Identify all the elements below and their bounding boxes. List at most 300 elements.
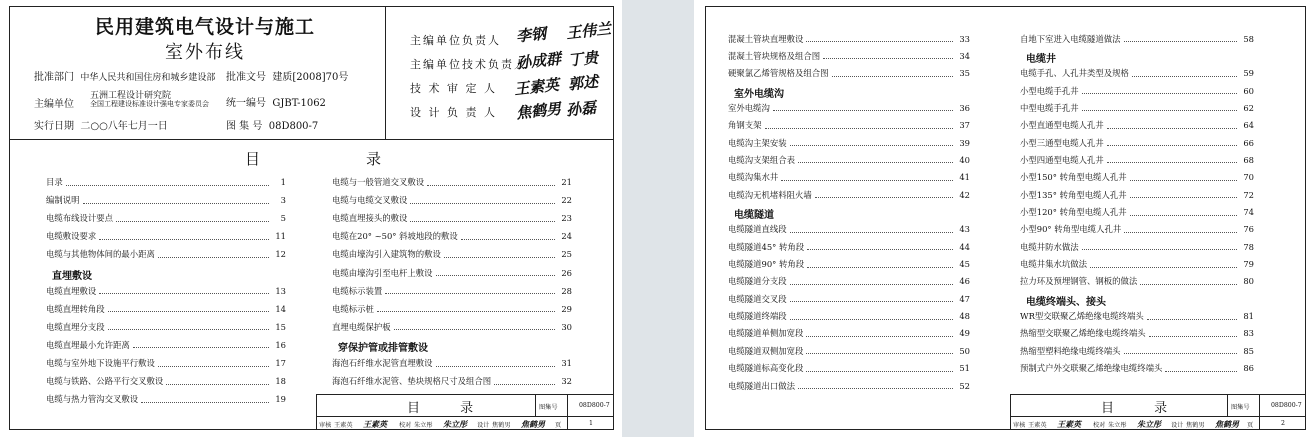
- toc-section-heading: 直埋敷设: [52, 270, 92, 282]
- toc-leader-dots: [166, 384, 269, 385]
- toc-section-heading: 电缆终端头、接头: [1026, 296, 1106, 308]
- toc-entry[interactable]: [1020, 65, 1254, 81]
- catalog-page-2: [694, 0, 1314, 437]
- toc-entry[interactable]: [332, 210, 572, 226]
- editor-unit-line1: 五洲工程设计研究院: [90, 91, 172, 101]
- toc-page-number: 26: [561, 267, 572, 278]
- toc-entry-title: 电缆隧道45° 转角段: [728, 241, 805, 252]
- toc-page-number: 39: [959, 137, 970, 148]
- toc-entry-title: 电缆直埋接头的敷设: [332, 213, 408, 224]
- toc-entry-title: 海泡石纤维水泥管、垫块规格尺寸及组合图: [332, 376, 492, 387]
- signature: 焦鹤男: [1215, 419, 1239, 429]
- toc-heading-right: 录: [366, 150, 382, 168]
- toc-entry[interactable]: [728, 360, 970, 376]
- toc-page-number: 41: [959, 172, 970, 183]
- toc-entry[interactable]: [728, 187, 970, 203]
- toc-entry[interactable]: [332, 265, 572, 281]
- toc-leader-dots: [1082, 110, 1237, 111]
- tb-reviewer: 王素英: [334, 422, 353, 429]
- toc-leader-dots: [377, 311, 555, 312]
- toc-leader-dots: [798, 388, 953, 389]
- toc-entry-title: 热缩型交联聚乙烯绝缘电缆终端头: [1020, 328, 1146, 339]
- approval-dept-label: 批准部门: [34, 72, 74, 83]
- toc-page-number: 44: [959, 241, 970, 252]
- toc-entry[interactable]: [46, 246, 286, 262]
- toc-leader-dots: [1107, 128, 1237, 129]
- tb-page-label: 页: [1247, 422, 1254, 429]
- toc-leader-dots: [1082, 93, 1237, 94]
- toc-page-number: 62: [1243, 102, 1254, 113]
- toc-entry-title: 电缆布线设计要点: [46, 213, 113, 224]
- toc-leader-dots: [1124, 232, 1237, 233]
- toc-entry-title: 电缆隧道单侧加宽段: [728, 328, 804, 339]
- title-block-atlas-no: 08D800-7: [1271, 402, 1302, 409]
- toc-page-number: 64: [1243, 120, 1254, 131]
- toc-entry[interactable]: [1020, 239, 1254, 255]
- toc-page-number: 12: [275, 249, 286, 260]
- tb-design-label: 设计: [1171, 422, 1184, 429]
- signature: 焦鹤男: [521, 419, 545, 429]
- toc-leader-dots: [394, 329, 555, 330]
- toc-entry[interactable]: [46, 210, 286, 226]
- toc-leader-dots: [798, 162, 953, 163]
- toc-leader-dots: [385, 293, 555, 294]
- toc-entry-title: 小型电缆手孔井: [1020, 85, 1079, 96]
- toc-page-number: 79: [1243, 259, 1254, 270]
- toc-leader-dots: [99, 239, 269, 240]
- toc-page-number: 68: [1243, 154, 1254, 165]
- toc-entry[interactable]: [46, 373, 286, 389]
- toc-page-number: 74: [1243, 207, 1254, 217]
- toc-entry-title: 电缆在20° ~50° 斜坡地段的敷设: [332, 231, 458, 242]
- toc-page-number: 19: [275, 394, 286, 405]
- toc-entry[interactable]: [728, 31, 970, 47]
- atlas-no-label: 图 集 号: [226, 121, 263, 132]
- toc-page-number: 72: [1243, 189, 1254, 200]
- toc-entry-title: 小型四通型电缆人孔井: [1020, 154, 1104, 165]
- toc-entry-title: 混凝土管块规格及组合图: [728, 50, 821, 61]
- toc-entry[interactable]: [728, 48, 970, 64]
- toc-page-number: 47: [959, 293, 970, 304]
- toc-page-number: 17: [275, 358, 286, 368]
- tb-designer: 焦鹤男: [492, 422, 511, 429]
- toc-leader-dots: [806, 371, 953, 372]
- editor-unit-label: 主编单位: [34, 99, 74, 110]
- signature: 朱立彤: [1137, 419, 1161, 429]
- toc-page-number: 21: [561, 177, 572, 187]
- toc-entry-title: 电缆直埋转角段: [46, 303, 105, 314]
- toc-entry[interactable]: [1020, 187, 1254, 203]
- toc-entry-title: 小型三通型电缆人孔井: [1020, 137, 1104, 148]
- unified-number: [226, 94, 326, 109]
- toc-entry[interactable]: [332, 319, 572, 335]
- toc-entry-title: 电缆直埋最小允许距离: [46, 339, 130, 350]
- tb-review-label: 审核: [319, 422, 332, 429]
- toc-leader-dots: [790, 145, 953, 146]
- toc-entry[interactable]: [332, 355, 572, 371]
- toc-page-number: 76: [1243, 224, 1254, 235]
- toc-entry[interactable]: [46, 228, 286, 244]
- title-block-atlas-label: 图集号: [1231, 404, 1250, 411]
- approval-dept: [34, 68, 215, 83]
- toc-leader-dots: [444, 257, 555, 258]
- tb-page-label: 页: [555, 422, 562, 429]
- toc-leader-dots: [807, 249, 953, 250]
- toc-entry[interactable]: [332, 301, 572, 317]
- toc-entry[interactable]: [1020, 117, 1254, 133]
- toc-entry-title: 电缆由壕沟引入建筑物的敷设: [332, 249, 441, 260]
- toc-leader-dots: [116, 221, 269, 222]
- toc-leader-dots: [436, 366, 556, 367]
- toc-entry[interactable]: [1020, 221, 1254, 237]
- signature: 郭述: [567, 72, 599, 94]
- toc-entry[interactable]: [46, 355, 286, 371]
- toc-page-number: 34: [959, 50, 970, 61]
- toc-leader-dots: [158, 257, 269, 258]
- toc-heading-left: 目: [245, 150, 261, 168]
- toc-entry-title: 电缆与一般管道交叉敷设: [332, 177, 425, 187]
- toc-page-number: 30: [561, 321, 572, 332]
- toc-entry-title: 电缆隧道直线段: [728, 224, 787, 235]
- toc-entry-title: 电缆与电缆交叉敷设: [332, 195, 408, 206]
- toc-entry-title: 电缆井集水坑做法: [1020, 259, 1087, 270]
- toc-page-number: 35: [959, 68, 970, 79]
- tb-designer: 焦鹤男: [1186, 422, 1205, 429]
- toc-page-number: 86: [1243, 363, 1254, 374]
- toc-entry-title: 小型直通型电缆人孔井: [1020, 120, 1104, 131]
- toc-entry[interactable]: [728, 256, 970, 272]
- toc-entry-title: 混凝土管块直埋敷设: [728, 33, 804, 44]
- toc-entry-title: 热缩型塑料绝缘电缆终端头: [1020, 345, 1121, 356]
- toc-entry-title: 电缆隧道分支段: [728, 276, 787, 287]
- toc-entry[interactable]: [1020, 31, 1254, 47]
- toc-entry-title: 拉力环及预埋钢管、钢板的做法: [1020, 276, 1138, 287]
- toc-entry[interactable]: [1020, 343, 1254, 359]
- signature: 孙磊: [565, 98, 597, 120]
- toc-leader-dots: [1090, 267, 1237, 268]
- toc-entry[interactable]: [332, 373, 572, 389]
- toc-entry[interactable]: [1020, 100, 1254, 116]
- toc-leader-dots: [133, 347, 269, 348]
- toc-entry[interactable]: [728, 221, 970, 237]
- toc-page-number: 16: [275, 339, 286, 350]
- toc-entry[interactable]: [46, 337, 286, 353]
- toc-page-number: 59: [1243, 68, 1254, 79]
- toc-section-heading: 电缆井: [1026, 53, 1056, 65]
- toc-page-number: 70: [1243, 172, 1254, 183]
- toc-page-number: 52: [959, 380, 970, 391]
- responsible-chief-editor: 主编单位负责人: [410, 34, 501, 47]
- toc-leader-dots: [158, 366, 269, 367]
- toc-entry-title: 硬聚氯乙烯管规格及组合图: [728, 68, 829, 79]
- toc-entry-title: 电缆井防水做法: [1020, 241, 1079, 252]
- toc-page-number: 11: [275, 231, 286, 242]
- toc-entry-title: 电缆与室外地下设施平行敷设: [46, 358, 155, 368]
- toc-leader-dots: [1132, 76, 1237, 77]
- toc-entry[interactable]: [46, 319, 286, 335]
- toc-page-number: 5: [280, 213, 286, 224]
- toc-entry-title: 自地下室进入电缆隧道做法: [1020, 33, 1121, 44]
- tb-reviewer: 王素英: [1028, 422, 1047, 429]
- toc-entry-title: 电缆沟主架安装: [728, 137, 787, 148]
- toc-leader-dots: [1107, 145, 1237, 146]
- toc-entry[interactable]: [332, 192, 572, 208]
- toc-page-number: 42: [959, 189, 970, 200]
- toc-entry[interactable]: [728, 343, 970, 359]
- toc-entry[interactable]: [1020, 325, 1254, 341]
- toc-page-number: 18: [275, 376, 286, 387]
- toc-leader-dots: [436, 275, 556, 276]
- toc-entry-title: 电缆直埋分支段: [46, 321, 105, 332]
- toc-page-number: 49: [959, 328, 970, 339]
- toc-entry[interactable]: [728, 273, 970, 289]
- toc-leader-dots: [1130, 197, 1237, 198]
- toc-entry[interactable]: [1020, 169, 1254, 185]
- header-bottom-line: [9, 139, 614, 140]
- toc-entry-title: 小型135° 转角型电缆人孔井: [1020, 189, 1127, 200]
- toc-page-number: 40: [959, 154, 970, 165]
- toc-entry-title: 电缆直埋敷设: [46, 285, 97, 296]
- toc-leader-dots: [99, 293, 269, 294]
- toc-leader-dots: [1165, 371, 1237, 372]
- toc-entry-title: 电缆隧道90° 转角段: [728, 259, 805, 270]
- toc-entry[interactable]: [728, 169, 970, 185]
- toc-entry-title: 电缆敷设要求: [46, 231, 97, 242]
- tb-page-number: 1: [589, 420, 593, 427]
- toc-leader-dots: [1124, 41, 1238, 42]
- toc-section-heading: 穿保护管或排管敷设: [338, 342, 428, 354]
- doc-number: [226, 68, 348, 83]
- catalog-page-1: [0, 0, 622, 437]
- toc-page-number: 80: [1243, 276, 1254, 287]
- toc-leader-dots: [494, 384, 555, 385]
- toc-leader-dots: [781, 180, 953, 181]
- toc-leader-dots: [461, 239, 555, 240]
- toc-leader-dots: [773, 110, 953, 111]
- toc-leader-dots: [141, 402, 269, 403]
- atlas-title: 民用建筑电气设计与施工: [94, 16, 315, 38]
- toc-leader-dots: [806, 353, 953, 354]
- toc-leader-dots: [815, 197, 953, 198]
- toc-page-number: 50: [959, 345, 970, 356]
- signature: 孙成群: [515, 49, 562, 73]
- toc-leader-dots: [790, 319, 953, 320]
- toc-entry-title: 室外电缆沟: [728, 102, 770, 113]
- toc-entry-title: 预制式户外交联聚乙烯绝缘电缆终端头: [1020, 363, 1163, 374]
- toc-page-number: 25: [561, 249, 572, 260]
- toc-entry-title: 电缆隧道出口做法: [728, 380, 795, 391]
- toc-section-heading: 室外电缆沟: [734, 88, 784, 100]
- toc-entry[interactable]: [728, 135, 970, 151]
- toc-leader-dots: [1130, 215, 1237, 216]
- unified-no-label: 统一编号: [226, 98, 266, 109]
- toc-entry[interactable]: [1020, 360, 1254, 376]
- toc-leader-dots: [823, 58, 953, 59]
- toc-entry[interactable]: [728, 239, 970, 255]
- toc-section-heading: 电缆隧道: [734, 210, 774, 221]
- toc-page-number: 29: [561, 303, 572, 314]
- toc-page-number: 81: [1243, 311, 1254, 322]
- toc-leader-dots: [1147, 319, 1237, 320]
- title-block-title: 目 录: [407, 401, 492, 416]
- toc-leader-dots: [1107, 162, 1237, 163]
- toc-entry-title: 电缆隧道交叉段: [728, 293, 787, 304]
- toc-leader-dots: [765, 128, 954, 129]
- toc-entry[interactable]: [728, 117, 970, 133]
- toc-entry-title: 电缆隧道终端段: [728, 311, 787, 322]
- signature: 丁贵: [567, 48, 599, 70]
- tb-check-label: 校对: [399, 422, 412, 429]
- effective-date-value: 二○○八年七月一日: [80, 121, 168, 132]
- toc-leader-dots: [790, 284, 953, 285]
- toc-page-number: 60: [1243, 85, 1254, 96]
- toc-entry[interactable]: [46, 301, 286, 317]
- toc-leader-dots: [410, 221, 555, 222]
- signature: 王素英: [363, 419, 387, 429]
- tb-page-number: 2: [1281, 420, 1285, 427]
- toc-leader-dots: [108, 329, 269, 330]
- signature: 朱立彤: [443, 419, 467, 429]
- toc-entry-title: 电缆与热力管沟交叉敷设: [46, 394, 139, 405]
- approval-dept-value: 中华人民共和国住房和城乡建设部: [80, 73, 216, 83]
- signature: 李钢: [515, 24, 547, 46]
- toc-entry[interactable]: [1020, 152, 1254, 168]
- responsible-tech-lead: 主编单位技术负责人: [410, 58, 527, 71]
- toc-page-number: 36: [959, 102, 970, 113]
- toc-entry-title: 小型90° 转角型电缆人孔井: [1020, 224, 1122, 235]
- toc-page-number: 48: [959, 311, 970, 322]
- tb-review-label: 审核: [1013, 422, 1026, 429]
- toc-entry[interactable]: [1020, 83, 1254, 99]
- toc-page-number: 45: [959, 259, 970, 270]
- toc-entry[interactable]: [728, 378, 970, 394]
- responsible-designer: 设 计 负 责 人: [410, 106, 497, 119]
- toc-page-number: 32: [561, 376, 572, 387]
- toc-page-number: 78: [1243, 241, 1254, 252]
- toc-leader-dots: [790, 232, 953, 233]
- signature: 王素英: [1057, 419, 1081, 429]
- toc-entry-title: 小型150° 转角型电缆人孔井: [1020, 172, 1127, 183]
- toc-page-number: 85: [1243, 345, 1254, 356]
- toc-leader-dots: [1124, 353, 1238, 354]
- toc-entry-title: 电缆隧道双侧加宽段: [728, 345, 804, 356]
- toc-entry[interactable]: [728, 325, 970, 341]
- title-block-atlas-no: 08D800-7: [579, 402, 610, 409]
- atlas-number: [226, 117, 318, 132]
- title-block-title: 目 录: [1101, 401, 1186, 416]
- toc-entry[interactable]: [728, 100, 970, 116]
- toc-entry-title: 电缆沟无机堵料阻火墙: [728, 189, 812, 200]
- tb-checker: 朱立彤: [414, 422, 433, 429]
- doc-no-value: 建质[2008]70号: [272, 72, 349, 83]
- signature: 王素英: [513, 75, 560, 99]
- toc-page-number: 22: [561, 195, 572, 206]
- toc-entry-title: 电缆手孔、人孔井类型及规格: [1020, 68, 1129, 79]
- toc-entry[interactable]: [46, 192, 286, 208]
- toc-page-number: 33: [959, 33, 970, 44]
- toc-entry-title: 中型电缆手孔井: [1020, 102, 1079, 113]
- toc-entry[interactable]: [728, 152, 970, 168]
- toc-leader-dots: [410, 203, 555, 204]
- editor-unit-line2: 全国工程建设标准设计强电专家委员会: [90, 100, 209, 108]
- atlas-subtitle: 室外布线: [165, 42, 245, 63]
- toc-entry-title: 编制说明: [46, 195, 80, 206]
- toc-entry[interactable]: [1020, 204, 1254, 220]
- toc-page-number: 83: [1243, 328, 1254, 339]
- toc-leader-dots: [1130, 180, 1237, 181]
- toc-entry[interactable]: [1020, 256, 1254, 272]
- toc-page-number: 13: [275, 285, 286, 296]
- toc-entry-title: 电缆沟集水井: [728, 172, 779, 183]
- header-divider: [385, 6, 386, 139]
- title-block: [316, 394, 614, 430]
- toc-entry[interactable]: [1020, 308, 1254, 324]
- toc-entry[interactable]: [1020, 135, 1254, 151]
- toc-page-number: 58: [1243, 33, 1254, 44]
- title-block-atlas-label: 图集号: [539, 404, 558, 411]
- toc-entry[interactable]: [332, 283, 572, 299]
- toc-leader-dots: [806, 336, 953, 337]
- toc-leader-dots: [427, 185, 555, 186]
- toc-page-number: 28: [561, 285, 572, 296]
- toc-entry[interactable]: [46, 283, 286, 299]
- toc-entry-title: 电缆沟支架组合表: [728, 154, 795, 165]
- toc-entry[interactable]: [332, 246, 572, 262]
- toc-entry-title: 电缆标示装置: [332, 285, 383, 296]
- toc-leader-dots: [1149, 336, 1237, 337]
- effective-date: [34, 117, 168, 132]
- toc-entry-title: 海泡石纤维水泥管直埋敷设: [332, 358, 433, 368]
- toc-page-number: 23: [561, 213, 572, 224]
- toc-leader-dots: [806, 41, 953, 42]
- toc-page-number: 66: [1243, 137, 1254, 148]
- toc-entry[interactable]: [46, 391, 286, 407]
- toc-leader-dots: [790, 301, 953, 302]
- toc-entry[interactable]: [332, 228, 572, 244]
- toc-page-number: 37: [959, 120, 970, 131]
- toc-entry-title: 角钢支架: [728, 120, 762, 131]
- toc-page-number: 1: [280, 177, 286, 187]
- effective-date-label: 实行日期: [34, 121, 74, 132]
- tb-design-label: 设计: [477, 422, 490, 429]
- toc-entry-title: 电缆与其他物体间的最小距离: [46, 249, 155, 260]
- tb-checker: 朱立彤: [1108, 422, 1127, 429]
- toc-entry[interactable]: [46, 174, 286, 190]
- toc-entry-title: WR型交联聚乙烯绝缘电缆终端头: [1020, 311, 1144, 322]
- toc-entry-title: 电缆由壕沟引至电杆上敷设: [332, 267, 433, 278]
- toc-entry[interactable]: [728, 291, 970, 307]
- toc-page-number: 14: [275, 303, 286, 314]
- signature: 焦鹤男: [515, 99, 562, 123]
- toc-leader-dots: [807, 267, 953, 268]
- toc-entry[interactable]: [1020, 273, 1254, 289]
- toc-leader-dots: [83, 203, 270, 204]
- toc-entry[interactable]: [728, 308, 970, 324]
- toc-page-number: 3: [280, 195, 286, 206]
- toc-entry[interactable]: [332, 174, 572, 190]
- toc-page-number: 46: [959, 276, 970, 287]
- toc-entry-title: 电缆与铁路、公路平行交叉敷设: [46, 376, 164, 387]
- doc-no-label: 批准文号: [226, 72, 266, 83]
- tb-check-label: 校对: [1093, 422, 1106, 429]
- signature: 王伟兰: [565, 19, 612, 43]
- unified-no-value: GJBT-1062: [272, 98, 326, 109]
- toc-leader-dots: [66, 185, 269, 186]
- title-block: [1010, 394, 1306, 430]
- toc-entry[interactable]: [728, 65, 970, 81]
- toc-entry-title: 电缆隧道标高变化段: [728, 363, 804, 374]
- toc-page-number: 15: [275, 321, 286, 332]
